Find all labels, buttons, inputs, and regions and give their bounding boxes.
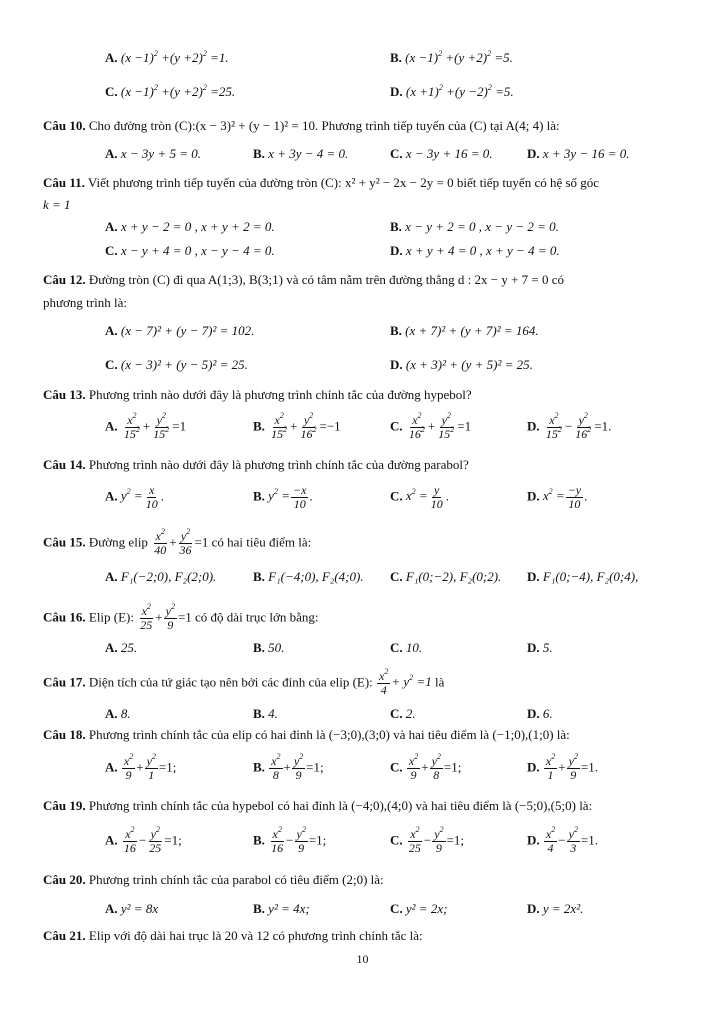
q18-stem: Câu 18. Phương trình chính tắc của elip có hai đỉnh là (−3;0),(3;0) và hai tiêu điểm là (−1;0),(1;0) là:: [43, 727, 570, 742]
q11-stem: Câu 11. Viết phương trình tiếp tuyến của đường tròn (C): x² + y² − 2x − 2y = 0 biết tiếp tuyến có hệ số góc: [43, 175, 600, 190]
q12-option-b: B. (x + 7)² + (y + 7)² = 164.: [390, 323, 539, 338]
q9-option-b: B. $(x -1)^2 +(y +2)^2 =5$.: [390, 49, 513, 65]
q20-option-b: B. y² = 4x;: [253, 901, 310, 916]
q17-option-d: D. 6.: [527, 706, 553, 721]
q10-option-d: D. x + 3y − 16 = 0.: [527, 146, 630, 161]
q12-option-d: D. (x + 3)² + (y + 5)² = 25.: [390, 357, 533, 372]
q20-stem: Câu 20. Phương trình chính tắc của parabol có tiêu điểm (2;0) là:: [43, 872, 384, 887]
q13-stem: Câu 13. Phương trình nào dưới đây là phương trình chính tắc của đường hypebol?: [43, 387, 472, 402]
q14-option-c: C. $x^2$ = $\frac{y}{10}$ .: [390, 483, 449, 511]
q11-option-a: A. x + y − 2 = 0 , x + y + 2 = 0.: [105, 219, 275, 234]
q15-stem: Câu 15. Đường elip $\frac{x^2}{40}$ + $\frac{y^2}{36}$ =1 có hai tiêu điểm là:: [43, 527, 312, 557]
q11-option-c: C. x − y + 4 = 0 , x − y − 4 = 0.: [105, 243, 275, 258]
q14-option-d: D. $x^2$ = $\frac{-y}{10}$ .: [527, 483, 588, 511]
q20-option-c: C. y² = 2x;: [390, 901, 448, 916]
q15-option-d: D. F₁(0;−4), F₂(0;4),: [527, 569, 639, 584]
q18-option-d: D. $\frac{x^2}{1}$ + $\frac{y^2}{9}$ =1.: [527, 752, 598, 782]
q14-option-a: A. $y^2$ = $\frac{x}{10}$ .: [105, 483, 164, 511]
q19-option-b: B. $\frac{x^2}{16}$ − $\frac{y^2}{9}$ =1;: [253, 825, 327, 855]
q16-stem: Câu 16. Elip (E): $\frac{x^2}{25}$ + $\frac{y^2}{9}$ =1 có độ dài trục lớn bằng:: [43, 602, 319, 632]
q9-option-d: D. $(x +1)^2 +(y -2)^2 =5$.: [390, 83, 514, 99]
q12-option-a: A. (x − 7)² + (y − 7)² = 102.: [105, 323, 255, 338]
q18-option-a: A. $\frac{x^2}{9}$ + $\frac{y^2}{1}$ =1;: [105, 752, 177, 782]
q19-option-d: D. $\frac{x^2}{4}$ − $\frac{y^2}{3}$ =1.: [527, 825, 598, 855]
q10-option-c: C. x − 3y + 16 = 0.: [390, 146, 493, 161]
q11-stem-cont: k = 1: [43, 197, 71, 212]
q9-option-a: A. $(x -1)^2 +(y +2)^2 =1$.: [105, 49, 229, 65]
q15-option-b: B. F₁(−4;0), F₂(4;0).: [253, 569, 364, 584]
q17-stem: Câu 17. Diện tích của tứ giác tạo nên bởi các đỉnh của elip (E): $\frac{x^2}{4}$ + $y^2 =1$ là: [43, 667, 445, 697]
q10-option-b: B. x + 3y − 4 = 0.: [253, 146, 349, 161]
q19-option-c: C. $\frac{x^2}{25}$ − $\frac{y^2}{9}$ =1;: [390, 825, 465, 855]
q18-option-c: C. $\frac{x^2}{9}$ + $\frac{y^2}{8}$ =1;: [390, 752, 462, 782]
q16-option-a: A. 25.: [105, 640, 138, 655]
q11-option-b: B. x − y + 2 = 0 , x − y − 2 = 0.: [390, 219, 559, 234]
q19-option-a: A. $\frac{x^2}{16}$ − $\frac{y^2}{25}$ =1;: [105, 825, 182, 855]
q13-option-d: D. $\frac{x^2}{15^2}$ − $\frac{y^2}{16^2}$ =1.: [527, 411, 612, 441]
q10-stem: Câu 10. Cho đường tròn (C):(x − 3)² + (y − 1)² = 10. Phương trình tiếp tuyến của (C) tại A(4; 4) là:: [43, 118, 560, 133]
q17-option-b: B. 4.: [253, 706, 278, 721]
q15-option-a: A. F₁(−2;0), F₂(2;0).: [105, 569, 217, 584]
q17-option-c: C. 2.: [390, 706, 416, 721]
q11-option-d: D. x + y + 4 = 0 , x + y − 4 = 0.: [390, 243, 560, 258]
q17-option-a: A. 8.: [105, 706, 131, 721]
q21-stem: Câu 21. Elip với độ dài hai trục là 20 và 12 có phương trình chính tắc là:: [43, 928, 423, 943]
q16-option-c: C. 10.: [390, 640, 423, 655]
q13-option-b: B. $\frac{x^2}{15^2}$ + $\frac{y^2}{16^2}$ =−1: [253, 411, 341, 441]
page-number: 10: [356, 952, 369, 966]
q10-option-a: A. x − 3y + 5 = 0.: [105, 146, 201, 161]
q12-stem-cont: phương trình là:: [43, 295, 127, 310]
q12-option-c: C. (x − 3)² + (y − 5)² = 25.: [105, 357, 248, 372]
q13-option-a: A. $\frac{x^2}{15^2}$ + $\frac{y^2}{15^2}$ =1: [105, 411, 187, 441]
q9-option-c: C. $(x -1)^2 +(y +2)^2 =25$.: [105, 83, 236, 99]
q20-option-a: A. y² = 8x: [105, 901, 159, 916]
q16-option-d: D. 5.: [527, 640, 553, 655]
q15-option-c: C. F₁(0;−2), F₂(0;2).: [390, 569, 502, 584]
q18-option-b: B. $\frac{x^2}{8}$ + $\frac{y^2}{9}$ =1;: [253, 752, 324, 782]
q14-stem: Câu 14. Phương trình nào dưới đây là phương trình chính tắc của đường parabol?: [43, 457, 469, 472]
q12-stem: Câu 12. Đường tròn (C) đi qua A(1;3), B(3;1) và có tâm nằm trên đường thẳng d : 2x − y + 7 = 0 có: [43, 272, 565, 287]
q16-option-b: B. 50.: [253, 640, 285, 655]
q14-option-b: B. $y^2$ = $\frac{-x}{10}$ .: [253, 483, 313, 511]
q20-option-d: D. y = 2x².: [527, 901, 584, 916]
q19-stem: Câu 19. Phương trình chính tắc của hypebol có hai đỉnh là (−4;0),(4;0) và hai tiêu điểm là (−5;0),(5;0) là:: [43, 798, 593, 813]
q13-option-c: C. $\frac{x^2}{16^2}$ + $\frac{y^2}{15^2}$ =1: [390, 411, 472, 441]
